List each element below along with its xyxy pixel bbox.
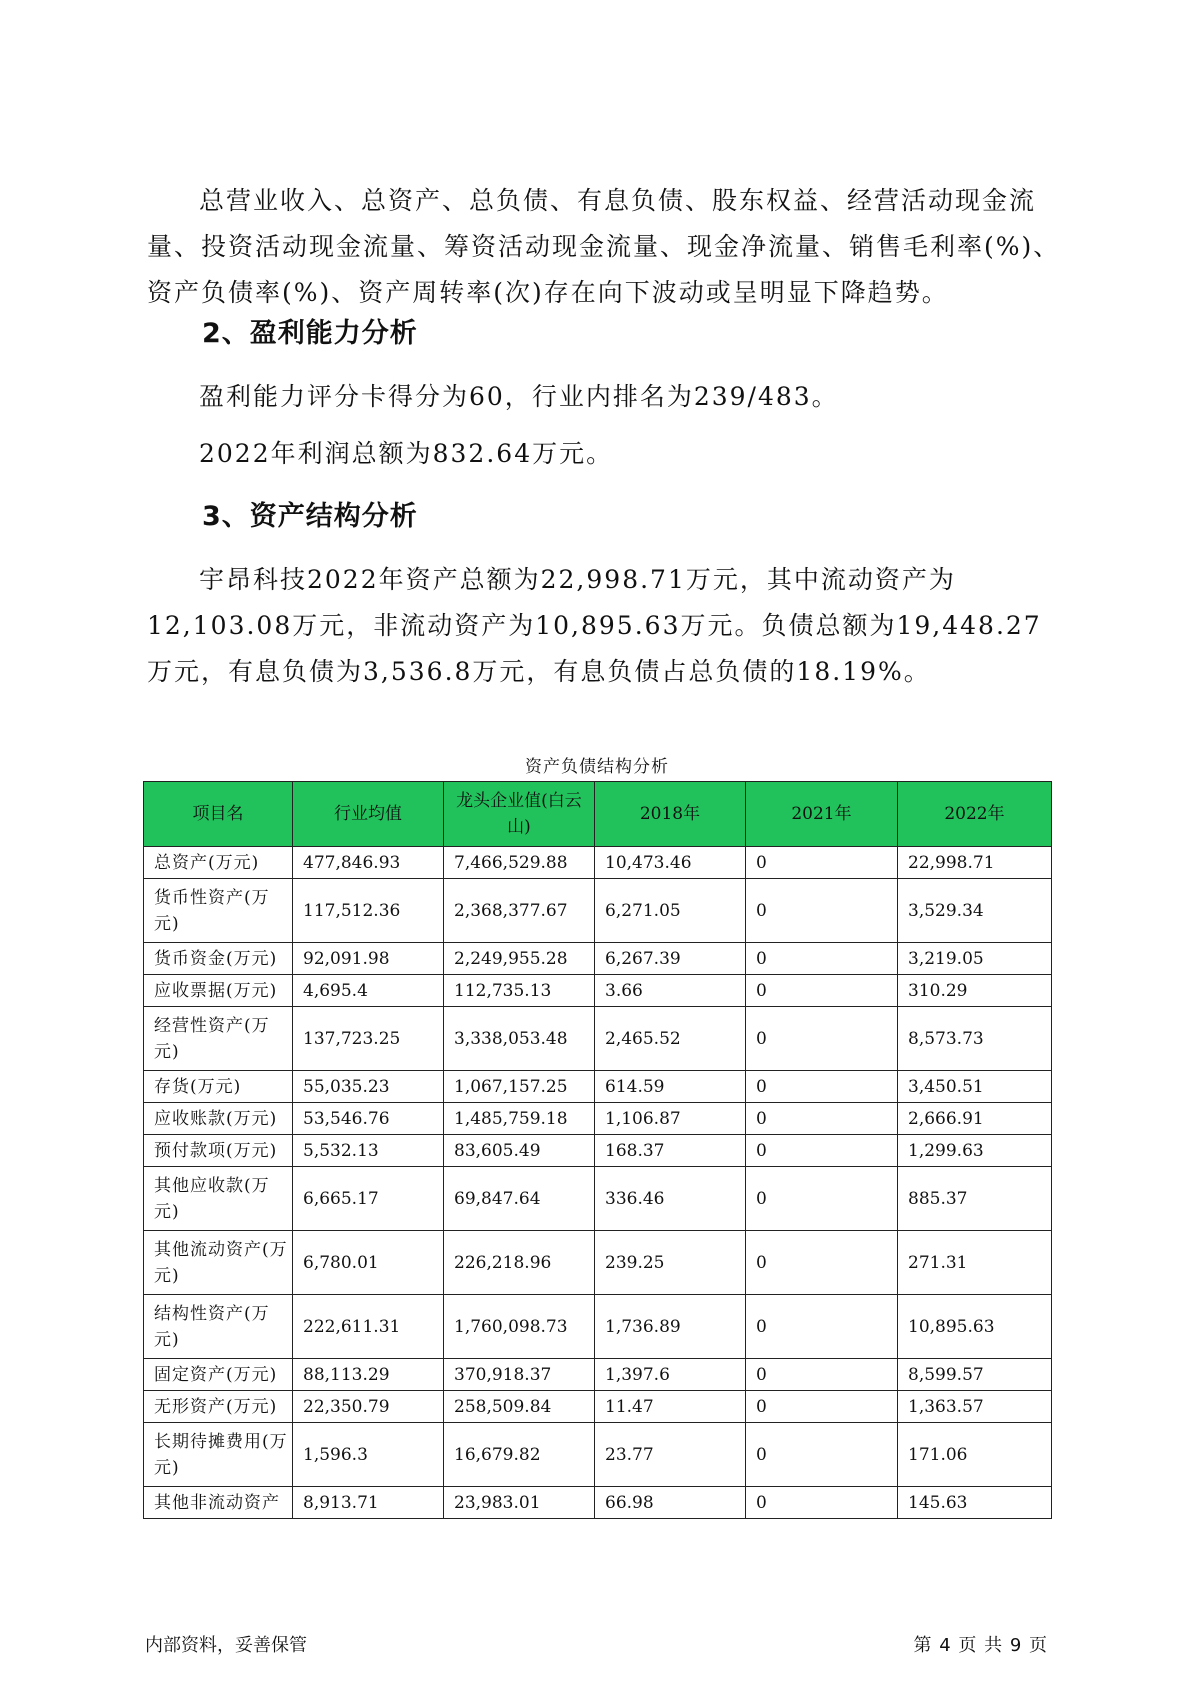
- cell-2021: 0: [746, 847, 898, 879]
- row-label: 货币性资产(万元): [144, 879, 293, 943]
- col-header-2022: 2022年: [898, 782, 1052, 847]
- cell-industry-avg: 137,723.25: [293, 1007, 444, 1071]
- row-label: 其他应收款(万元): [144, 1167, 293, 1231]
- cell-2022: 271.31: [898, 1231, 1052, 1295]
- cell-industry-avg: 222,611.31: [293, 1295, 444, 1359]
- row-label: 存货(万元): [144, 1071, 293, 1103]
- row-label: 应收票据(万元): [144, 975, 293, 1007]
- cell-industry-avg: 5,532.13: [293, 1135, 444, 1167]
- cell-2022: 3,450.51: [898, 1071, 1052, 1103]
- cell-2018: 66.98: [595, 1487, 746, 1519]
- cell-2022: 8,573.73: [898, 1007, 1052, 1071]
- cell-industry-avg: 4,695.4: [293, 975, 444, 1007]
- cell-leader: 226,218.96: [444, 1231, 595, 1295]
- cell-2021: 0: [746, 943, 898, 975]
- row-label: 其他非流动资产: [144, 1487, 293, 1519]
- cell-2018: 168.37: [595, 1135, 746, 1167]
- row-label: 总资产(万元): [144, 847, 293, 879]
- trend-paragraph: 总营业收入、总资产、总负债、有息负债、股东权益、经营活动现金流量、投资活动现金流量、筹资活动现金流量、现金净流量、销售毛利率(%)、资产负债率(%)、资产周转率(次)存在向下波动或呈明显下降趋势。: [147, 186, 1061, 307]
- cell-leader: 258,509.84: [444, 1391, 595, 1423]
- cell-2018: 1,736.89: [595, 1295, 746, 1359]
- asset-structure-paragraph: 宇昂科技2022年资产总额为22,998.71万元，其中流动资产为12,103.08万元，非流动资产为10,895.63万元。负债总额为19,448.27万元，有息负债为3,536.8万元，有息负债占总负债的18.19%。: [147, 565, 1042, 686]
- cell-2021: 0: [746, 1071, 898, 1103]
- section-heading-structure: 3、资产结构分析: [202, 501, 418, 532]
- cell-2022: 145.63: [898, 1487, 1052, 1519]
- table-row: [144, 847, 1052, 879]
- row-label: 经营性资产(万元): [144, 1007, 293, 1071]
- cell-2018: 1,397.6: [595, 1359, 746, 1391]
- col-header-item: 项目名: [144, 782, 293, 847]
- row-label: 预付款项(万元): [144, 1135, 293, 1167]
- row-label: 货币资金(万元): [144, 943, 293, 975]
- cell-2021: 0: [746, 1103, 898, 1135]
- table-row: [144, 943, 1052, 975]
- row-label: 结构性资产(万元): [144, 1295, 293, 1359]
- table-header-row: [144, 782, 1052, 847]
- cell-2021: 0: [746, 1231, 898, 1295]
- cell-2022: 3,529.34: [898, 879, 1052, 943]
- cell-leader: 1,067,157.25: [444, 1071, 595, 1103]
- cell-2021: 0: [746, 1135, 898, 1167]
- cell-2021: 0: [746, 1295, 898, 1359]
- cell-leader: 112,735.13: [444, 975, 595, 1007]
- cell-2021: 0: [746, 975, 898, 1007]
- profit-score-paragraph: 盈利能力评分卡得分为60，行业内排名为239/483。: [199, 382, 839, 411]
- cell-2022: 171.06: [898, 1423, 1052, 1487]
- cell-2022: 310.29: [898, 975, 1052, 1007]
- table-row: [144, 1423, 1052, 1487]
- cell-2018: 336.46: [595, 1167, 746, 1231]
- table-row: [144, 975, 1052, 1007]
- cell-industry-avg: 92,091.98: [293, 943, 444, 975]
- cell-leader: 370,918.37: [444, 1359, 595, 1391]
- profit-total-paragraph: 2022年利润总额为832.64万元。: [199, 439, 614, 468]
- cell-2022: 885.37: [898, 1167, 1052, 1231]
- cell-leader: 2,249,955.28: [444, 943, 595, 975]
- cell-leader: 83,605.49: [444, 1135, 595, 1167]
- cell-2018: 11.47: [595, 1391, 746, 1423]
- cell-2022: 1,363.57: [898, 1391, 1052, 1423]
- col-header-2018: 2018年: [595, 782, 746, 847]
- table-row: [144, 1007, 1052, 1071]
- table-row: [144, 1295, 1052, 1359]
- row-label: 无形资产(万元): [144, 1391, 293, 1423]
- row-label: 应收账款(万元): [144, 1103, 293, 1135]
- cell-industry-avg: 8,913.71: [293, 1487, 444, 1519]
- cell-leader: 3,338,053.48: [444, 1007, 595, 1071]
- cell-2021: 0: [746, 1423, 898, 1487]
- table-row: [144, 1135, 1052, 1167]
- cell-2022: 10,895.63: [898, 1295, 1052, 1359]
- cell-leader: 1,760,098.73: [444, 1295, 595, 1359]
- cell-2018: 23.77: [595, 1423, 746, 1487]
- cell-2018: 1,106.87: [595, 1103, 746, 1135]
- cell-2018: 6,267.39: [595, 943, 746, 975]
- cell-2022: 8,599.57: [898, 1359, 1052, 1391]
- cell-2018: 10,473.46: [595, 847, 746, 879]
- cell-industry-avg: 117,512.36: [293, 879, 444, 943]
- cell-industry-avg: 55,035.23: [293, 1071, 444, 1103]
- row-label: 固定资产(万元): [144, 1359, 293, 1391]
- cell-2022: 1,299.63: [898, 1135, 1052, 1167]
- cell-2021: 0: [746, 1359, 898, 1391]
- cell-2018: 2,465.52: [595, 1007, 746, 1071]
- footer-confidential: 内部资料，妥善保管: [145, 1635, 307, 1656]
- cell-2018: 6,271.05: [595, 879, 746, 943]
- table-row: [144, 1167, 1052, 1231]
- cell-2021: 0: [746, 1391, 898, 1423]
- cell-2021: 0: [746, 1487, 898, 1519]
- table-row: [144, 1103, 1052, 1135]
- cell-industry-avg: 88,113.29: [293, 1359, 444, 1391]
- cell-industry-avg: 477,846.93: [293, 847, 444, 879]
- cell-2022: 22,998.71: [898, 847, 1052, 879]
- row-label: 其他流动资产(万元): [144, 1231, 293, 1295]
- cell-industry-avg: 22,350.79: [293, 1391, 444, 1423]
- col-header-leader: 龙头企业值(白云山): [444, 782, 595, 847]
- cell-2021: 0: [746, 1167, 898, 1231]
- cell-2018: 614.59: [595, 1071, 746, 1103]
- cell-leader: 1,485,759.18: [444, 1103, 595, 1135]
- footer-page-number: 第 4 页 共 9 页: [913, 1635, 1048, 1656]
- cell-leader: 23,983.01: [444, 1487, 595, 1519]
- cell-2018: 239.25: [595, 1231, 746, 1295]
- table-row: [144, 1071, 1052, 1103]
- cell-2022: 3,219.05: [898, 943, 1052, 975]
- cell-2018: 3.66: [595, 975, 746, 1007]
- cell-2022: 2,666.91: [898, 1103, 1052, 1135]
- cell-industry-avg: 6,780.01: [293, 1231, 444, 1295]
- section-heading-profit: 2、盈利能力分析: [202, 318, 418, 349]
- col-header-2021: 2021年: [746, 782, 898, 847]
- table-row: [144, 1487, 1052, 1519]
- cell-industry-avg: 53,546.76: [293, 1103, 444, 1135]
- cell-leader: 16,679.82: [444, 1423, 595, 1487]
- table-row: [144, 1391, 1052, 1423]
- cell-leader: 7,466,529.88: [444, 847, 595, 879]
- table-row: [144, 879, 1052, 943]
- table-row: [144, 1359, 1052, 1391]
- col-header-industry-avg: 行业均值: [293, 782, 444, 847]
- row-label: 长期待摊费用(万元): [144, 1423, 293, 1487]
- cell-2021: 0: [746, 1007, 898, 1071]
- cell-industry-avg: 6,665.17: [293, 1167, 444, 1231]
- cell-leader: 69,847.64: [444, 1167, 595, 1231]
- cell-2021: 0: [746, 879, 898, 943]
- cell-leader: 2,368,377.67: [444, 879, 595, 943]
- table-caption: 资产负债结构分析: [525, 757, 669, 777]
- cell-industry-avg: 1,596.3: [293, 1423, 444, 1487]
- balance-structure-table: [143, 781, 1052, 1519]
- table-row: [144, 1231, 1052, 1295]
